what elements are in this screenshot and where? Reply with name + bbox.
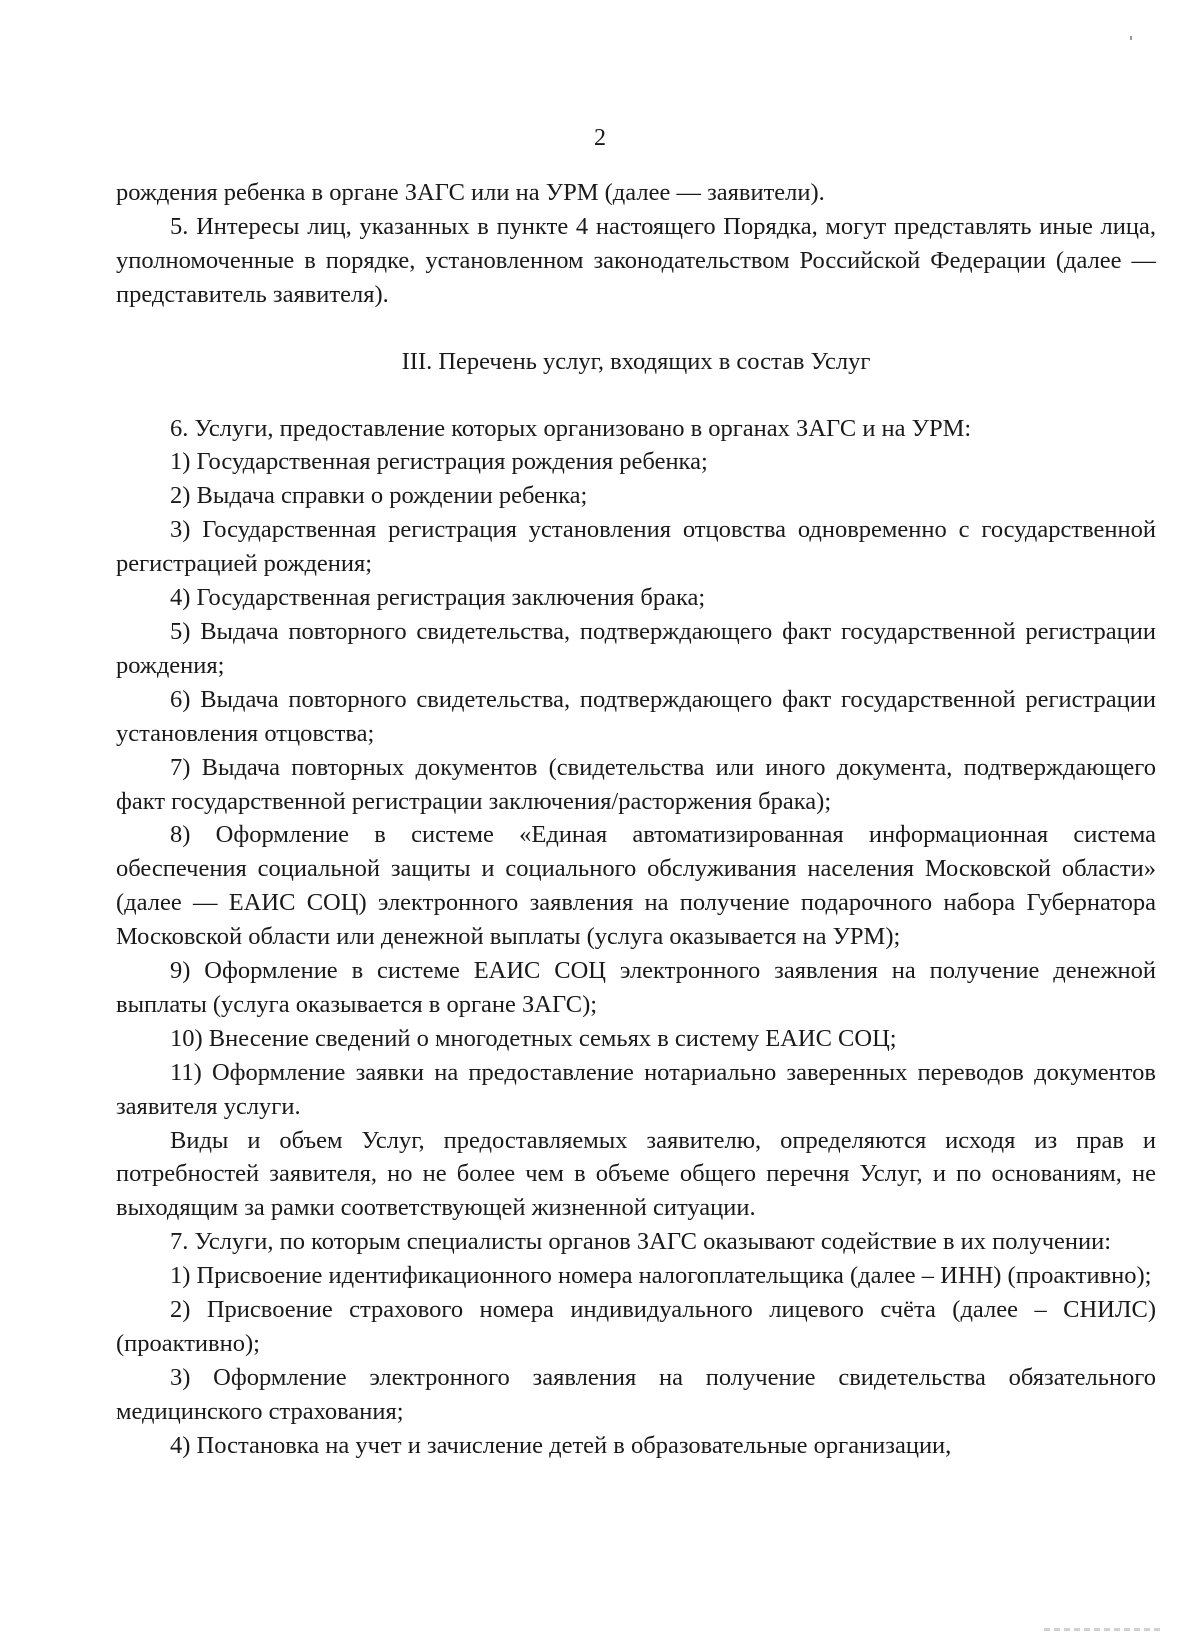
scan-artifact (1130, 36, 1132, 40)
list-item: 1) Государственная регистрация рождения ребенка; (170, 448, 708, 476)
list-item: 4) Постановка на учет и зачисление детей в образовательные организации, (170, 1431, 952, 1459)
list-item: 7) Выдача повторных документов (свидетельства или иного документа, подтверждающего факт государственной регистрации заключения/расторжения брака); (116, 753, 1156, 815)
list-item: 2) Присвоение страхового номера индивидуального лицевого счёта (далее – СНИЛС) (проактивно); (116, 1296, 1156, 1357)
list-item: 9) Оформление в системе ЕАИС СОЦ электронного заявления на получение денежной выплаты (услуга оказывается в органе ЗАГС); (116, 957, 1156, 1018)
list-item: 3) Оформление электронного заявления на получение свидетельства обязательного медицинского страхования; (116, 1363, 1156, 1425)
continuation-paragraph: рождения ребенка в органе ЗАГС или на УРМ (далее — заявители). (116, 179, 825, 206)
list-item: 11) Оформление заявки на предоставление нотариально заверенных переводов документов заявителя услуги. (116, 1058, 1156, 1120)
paragraph-6: 6. Услуги, предоставление которых организовано в органах ЗАГС и на УРМ: (170, 414, 972, 442)
list-item: 1) Присвоение идентификационного номера налогоплательщика (далее – ИНН) (проактивно); (170, 1262, 1152, 1290)
document-body (116, 176, 1156, 1463)
list-item: 5) Выдача повторного свидетельства, подтверждающего факт государственной регистрации рождения; (116, 617, 1156, 679)
list-item: 4) Государственная регистрация заключения брака; (170, 584, 706, 612)
scope-paragraph: Виды и объем Услуг, предоставляемых заявителю, определяются исходя из прав и потребностей заявителя, но не более чем в объеме общего перечня Услуг, и по основаниям, не выходящим за рамки соответствующей жизненной ситуации. (116, 1126, 1156, 1222)
section-heading: III. Перечень услуг, входящих в состав Услуг (401, 347, 871, 375)
paragraph-5: 5. Интересы лиц, указанных в пункте 4 настоящего Порядка, могут представлять иные лица, уполномоченные в порядке, установленном законодательством Российской Федерации (далее — представитель заявителя). (116, 212, 1156, 308)
page-number: 2 (594, 125, 606, 151)
list-item: 8) Оформление в системе «Единая автоматизированная информационная система обеспечения социальной защиты и социального обслуживания населения Московской области» (далее — ЕАИС СОЦ) электронного заявления на получение подарочного набора Губернатора Московской области или денежной выплаты (услуга оказывается на УРМ); (116, 821, 1156, 951)
list-item: 10) Внесение сведений о многодетных семьях в систему ЕАИС СОЦ; (170, 1024, 897, 1052)
paragraph-7: 7. Услуги, по которым специалисты органов ЗАГС оказывают содействие в их получении: (170, 1228, 1112, 1256)
list-item: 6) Выдача повторного свидетельства, подтверждающего факт государственной регистрации установления отцовства; (116, 685, 1156, 747)
list-item: 3) Государственная регистрация установления отцовства одновременно с государственной регистрацией рождения; (116, 516, 1156, 578)
scan-artifact (1044, 1628, 1164, 1631)
list-item: 2) Выдача справки о рождении ребенка; (170, 482, 588, 510)
